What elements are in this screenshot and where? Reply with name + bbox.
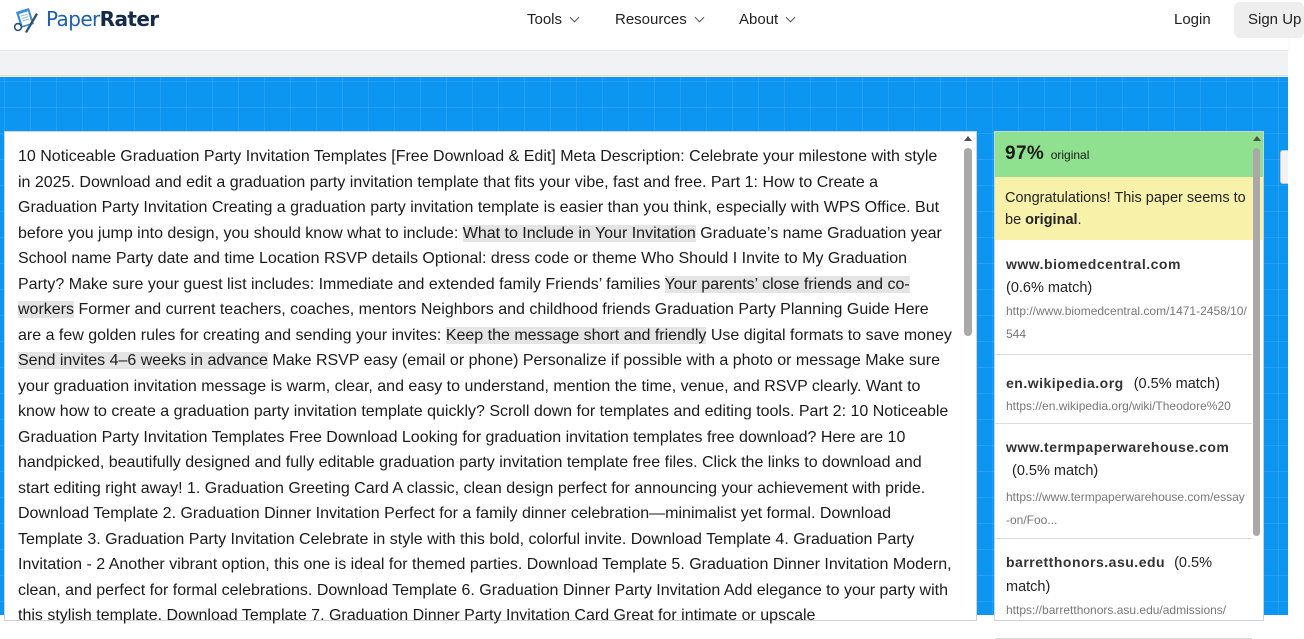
scrollbar-thumb[interactable] [1253,148,1260,536]
congrats-suffix: . [1077,212,1082,228]
congrats-message [995,177,1263,240]
top-navbar [0,0,1302,51]
match-percent: (0.5% match) [1133,376,1220,392]
text-segment: Use digital formats to save money [706,326,952,344]
match-list [995,240,1252,639]
text-scrollbar[interactable] [961,132,975,620]
text-segment: Former and current teachers, coaches, mentors Neighbors and childhood friends Graduation Party Planning Guide Here are a few golden rules for creating and sending your invites: [18,301,929,344]
originality-results-panel [994,131,1264,621]
match-item[interactable] [995,424,1252,539]
scrollbar-thumb[interactable] [964,148,972,336]
nav-about-label: About [739,11,779,28]
text-segment: 10 Noticeable Graduation Party Invitation Templates [Free Download & Edit] Meta Description: Celebrate your milestone with style in 2025. Download and edit a graduation party invitation template that fits your vibe, fast and free. Part 1: How to Create a Graduation Party Invitation Creating a graduation party invitation template is easier than you think, especially with WPS Office. But before you jump into design, you should know what to include: [18,148,940,242]
match-url[interactable]: https://www.termpaperwarehouse.com/essay-on/Foo... [1006,490,1245,527]
congrats-bold: original [1025,212,1078,228]
match-item[interactable] [995,240,1252,355]
paper-text [18,144,952,629]
originality-score [995,132,1263,177]
matched-passage: Send invites 4–6 weeks in advance [18,352,268,369]
match-percent: (0.6% match) [1006,280,1093,296]
score-label: original [1050,148,1090,162]
scroll-up-arrow-icon[interactable] [1253,136,1261,141]
nav-tools-label: Tools [527,11,563,28]
paperrater-logo-icon [12,5,40,33]
text-segment: Make RSVP easy (email or phone) Personalize if possible with a photo or message Make sure your graduation invitation message is warm, clear, and easy to understand, mention the time, venue, and RSVP clearly. Want to know how to create a graduation party invitation template quickly? Scroll down for templates and editing tools. Part 2: 10 Noticeable Graduation Party Invitation Templates Free Download Looking for graduation invitation templates free download? Here are 10 handpicked, beautifully designed and fully editable graduation party invitation template free files. Click the links to download and start editing right away! 1. Graduation Greeting Card A classic, clean design perfect for announcing your achievement with pride. Download Template 2. Graduation Dinner Invitation Perfect for a family dinner celebration—minimalist yet formal. Download Template 3. Graduation Party Invitation Celebrate in style with this bold, colorful invite. Download Template 4. Graduation Party Invitation - 2 Another vibrant option, this one is ideal for themed parties. Download Template 5. Graduation Dinner Invitation Modern, clean, and perfect for formal celebrations. Download Template 6. Graduation Dinner Party Invitation Add elegance to your party with this stylish template. Download Template 7. Graduation Dinner Party Invitation Card Great for intimate or upscale [18,352,952,624]
match-site: www.termpaperwarehouse.com [1006,439,1230,455]
toolbar-strip [0,52,1288,76]
match-site: barretthonors.asu.edu [1006,554,1166,570]
text-segment: Graduate’s name Graduation year School name Party date and time Location RSVP details Optional: dress code or theme Who Should I Invite to My Graduation Party? Make sure your guest list includes: Immediate and extended family Friends’ families [18,224,942,293]
login-link[interactable]: Login [1174,11,1211,28]
paper-text-panel[interactable] [4,131,977,624]
match-item[interactable] [995,355,1252,424]
paperrater-logo[interactable] [12,4,159,34]
side-tab[interactable] [1280,150,1288,184]
scroll-up-arrow-icon[interactable] [964,136,972,141]
score-percent: 97% [1005,143,1045,164]
congrats-prefix: Congratulations! This paper seems to be [1005,190,1246,228]
signup-button[interactable]: Sign Up [1234,2,1304,38]
match-url[interactable]: http://www.biomedcentral.com/1471-2458/10/544 [1006,304,1247,341]
nav-about[interactable] [739,11,794,28]
match-site: en.wikipedia.org [1006,375,1124,391]
logo-wordmark: PaperRater [46,7,159,31]
matched-passage: Keep the message short and friendly [445,326,707,344]
match-url[interactable]: https://barretthonors.asu.edu/admissions/ [1006,603,1227,617]
match-item[interactable] [995,539,1252,639]
results-scrollbar[interactable] [1251,132,1263,620]
matched-passage: Your parents’ close friends and co-workers [18,275,910,318]
matched-passage: What to Include in Your Invitation [462,224,696,242]
match-percent: (0.5% match) [1012,463,1099,479]
nav-resources-label: Resources [615,11,687,28]
chevron-down-icon [786,12,796,22]
match-url[interactable]: https://en.wikipedia.org/wiki/Theodore%20 [1006,399,1231,413]
nav-resources[interactable] [615,11,703,28]
match-percent: (0.5% match) [1006,555,1212,595]
chevron-down-icon [694,12,704,22]
chevron-down-icon [570,12,580,22]
match-site: www.biomedcentral.com [1006,256,1181,272]
nav-tools[interactable] [527,11,578,28]
